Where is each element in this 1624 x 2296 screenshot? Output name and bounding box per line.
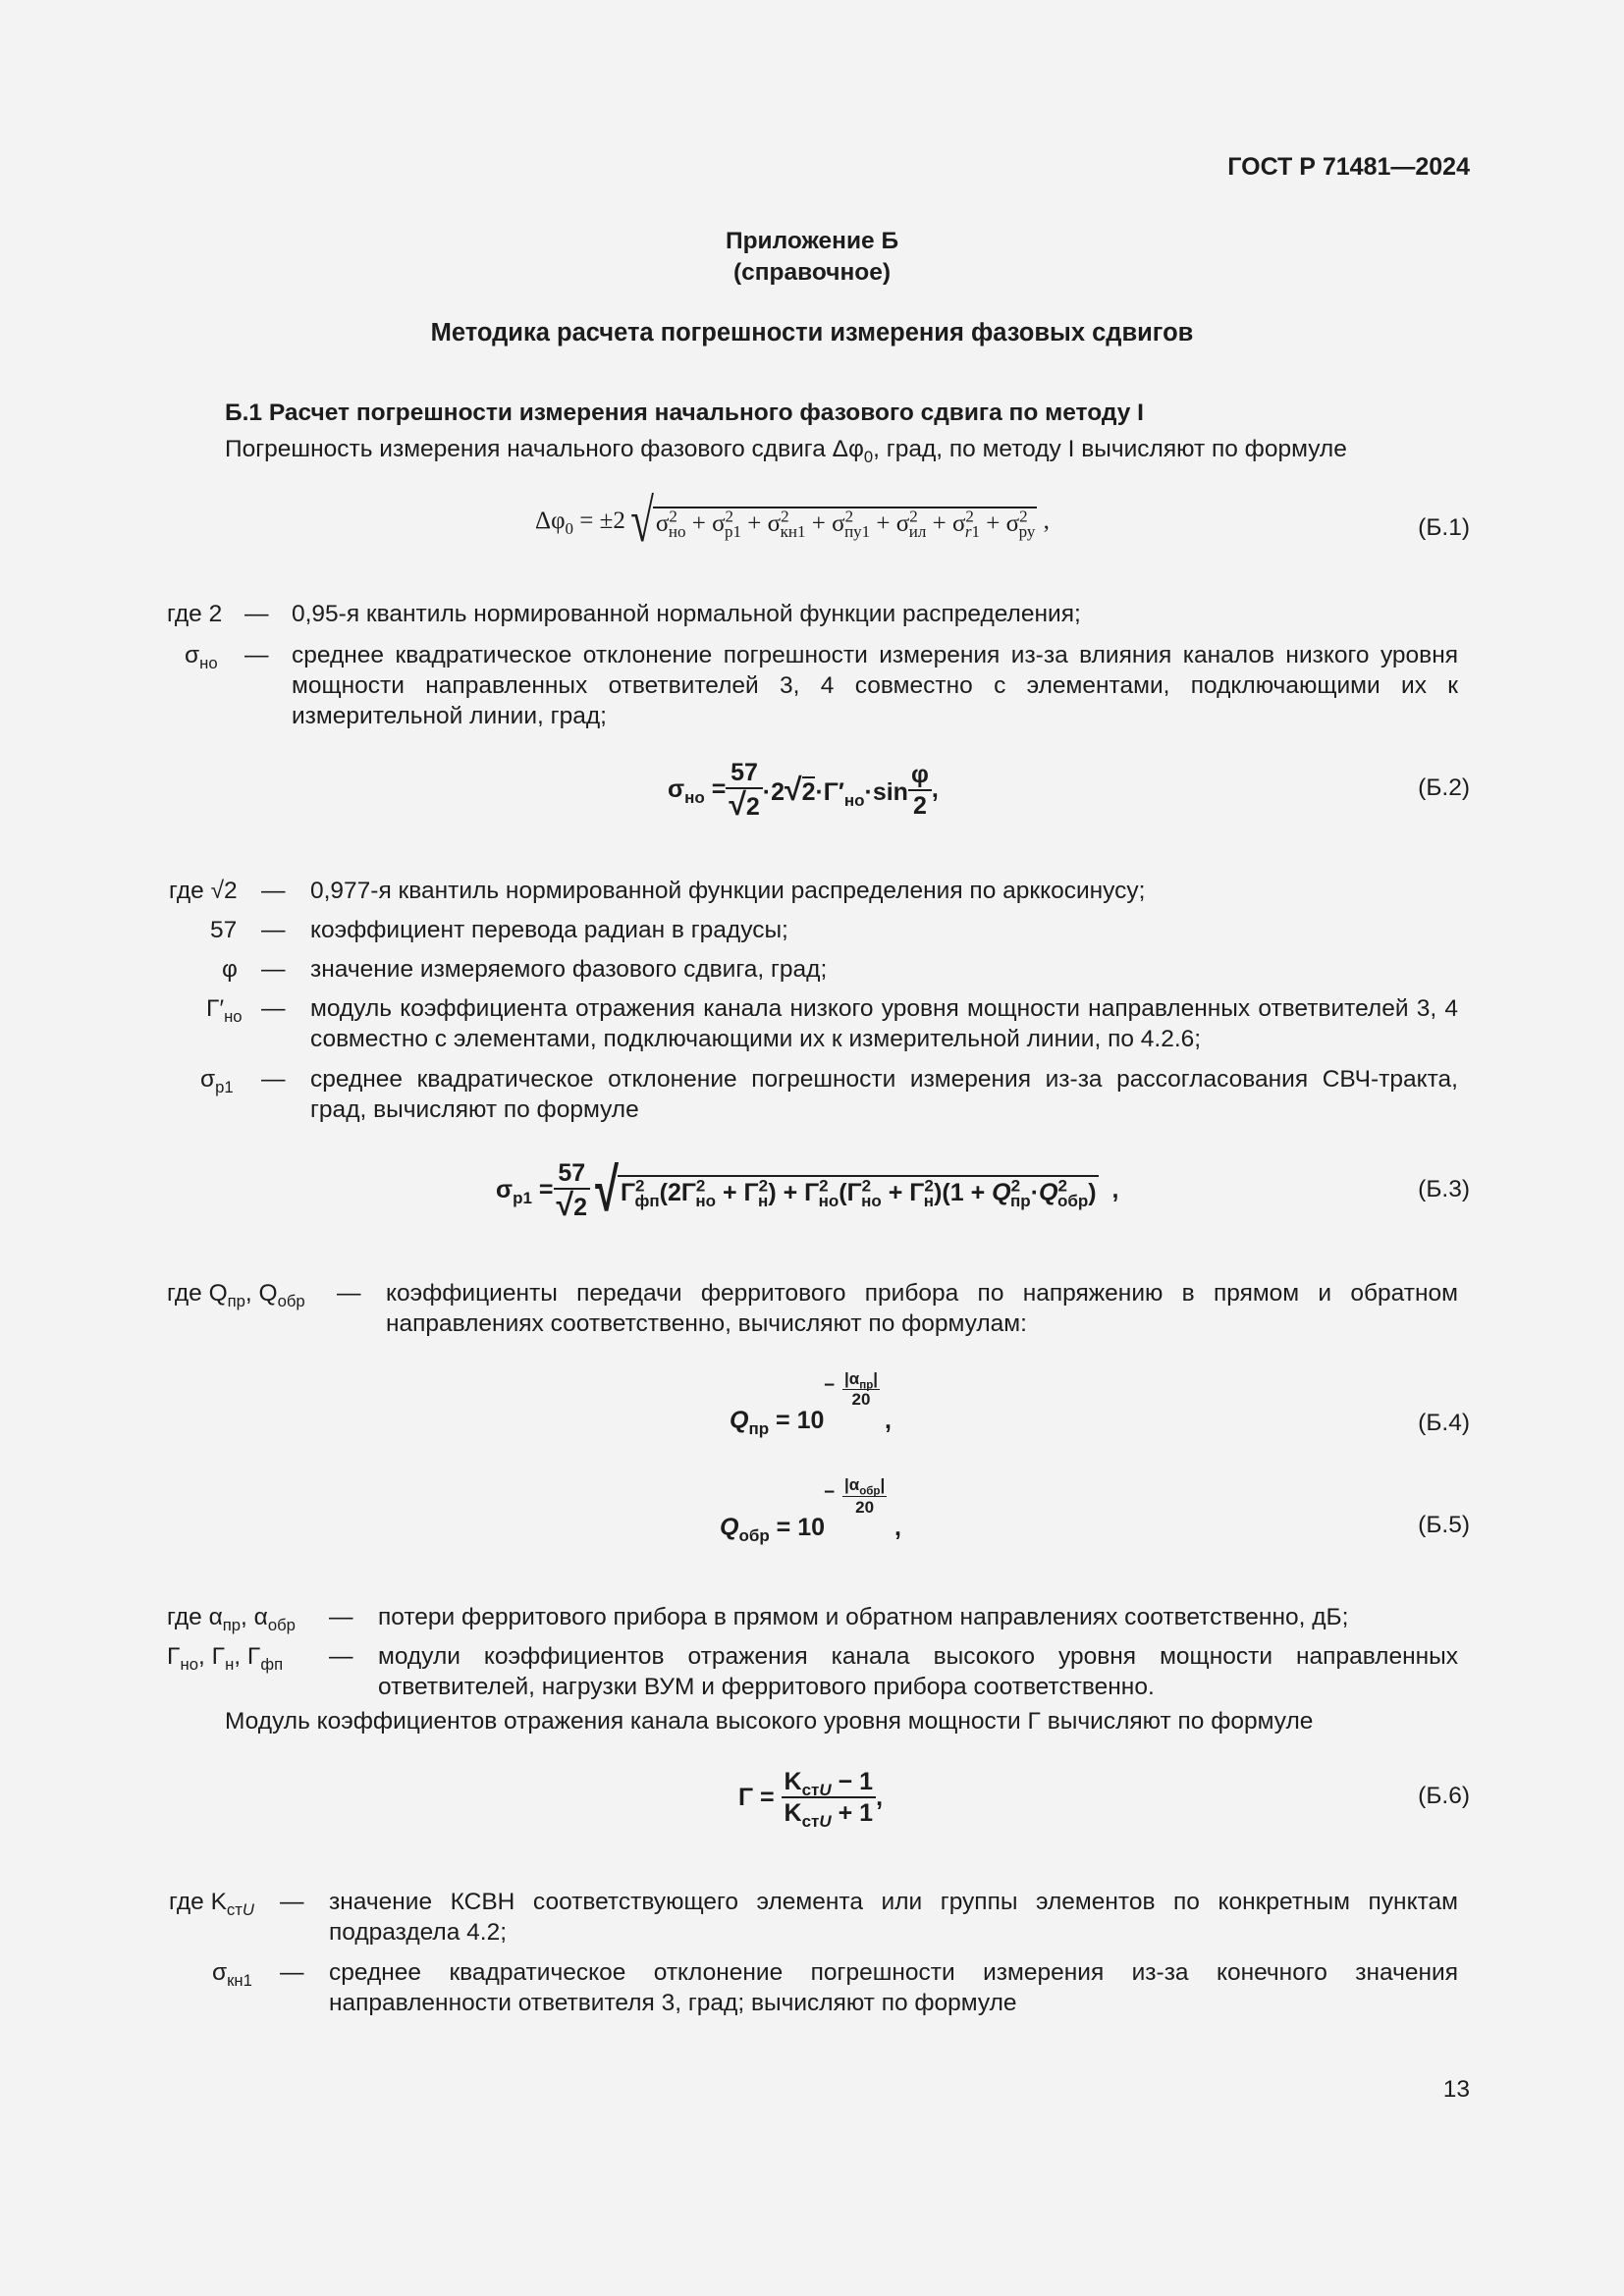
def-text: коэффициенты передачи ферритового прибора по напряжению в прямом и обратном направлениях соответственно, вычисляют по формулам: — [386, 1280, 1458, 1337]
def-term: 57 — [210, 917, 238, 943]
formula-b1: $\Delta\varphi_0 = \pm 2$ √ $\sigma^2_{но} + \sigma^2_{р1} + \sigma^2_{кн1} + \sigma^2_{пу1} + \sigma^2_{ил} + \sigma^2_{r1} + \sigma^2_{ру}$ , — [535, 488, 1050, 555]
page-number: 13 — [1442, 2076, 1470, 2103]
def-term: где √2 — [169, 878, 238, 904]
def-dash: — — [280, 1959, 304, 1986]
def-text: потери ферритового прибора в прямом и обратном направлениях соответственно, дБ; — [378, 1604, 1349, 1630]
intro-paragraph: Погрешность измерения начального фазового сдвига $\Delta\varphi_0$, град, по методу I вычисляют по формуле — [225, 436, 1347, 466]
paragraph-gamma: Модуль коэффициентов отражения канала высокого уровня мощности Γ вычисляют по формуле — [225, 1708, 1314, 1735]
def-dash: — — [244, 601, 269, 627]
def-text: среднее квадратическое отклонение погрешности измерения из-за влияния каналов низкого уровня мощности направленных ответвителей 3, 4 совместно с элементами, подключающими их к измерительной линии, град; — [292, 642, 1458, 729]
def-dash: — — [329, 1604, 353, 1630]
def-term: где 2 — [167, 601, 223, 627]
def-dash: — — [261, 995, 286, 1022]
standard-header: ГОСТ Р 71481—2024 — [1227, 153, 1470, 181]
equation-number-b3: (Б.3) — [1418, 1176, 1470, 1202]
equation-number-b4: (Б.4) — [1418, 1410, 1470, 1436]
formula-b6: Γ = $\frac{K_{стU} - 1}{K_{стU} + 1}$ , — [738, 1768, 884, 1831]
def-text: коэффициент перевода радиан в градусы; — [310, 917, 788, 943]
def-dash: — — [337, 1280, 361, 1307]
formula-b3: $\sigma_{р1}$ = $\frac{57}{√2}$ √ $\Gamma^2_{фп}(2\Gamma^2_{но} + \Gamma^2_н) + \Gamma^2_{но}(\Gamma^2_{но} + \Gamma^2_н)(1 + Q^2_{пр}\cdot Q^2_{обр})$ , — [496, 1155, 1119, 1224]
section-title: Методика расчета погрешности измерения фазовых сдвигов — [430, 319, 1194, 347]
def-dash: — — [329, 1643, 353, 1670]
def-text: 0,95-я квантиль нормированной нормальной функции распределения; — [292, 601, 1081, 627]
document-page: ГОСТ Р 71481—2024 Приложение Б (справочное) Методика расчета погрешности измерения фазовых сдвигов Б.1 Расчет погрешности измерения начального фазового сдвига по методу I Погрешность измерения начального фазового сдвига $\Delta\varphi_0$, град, по методу I вычисляют по формуле $\Delta\varphi_0 = \pm 2$ √ $\sigma^2_{но} + \sigma^2_{р1} + \sigma^2_{кн1} + \sigma^2_{пу1} + \sigma^2_{ил} + \sigma^2_{r1} + \sigma^2_{ру}$ , (Б.1) где 2 — 0,95-я квантиль нормированной нормальной функции распределения; $\sigma_{но}$ — среднее квадратическое отклонение погрешности измерения из-за влияния каналов низкого уровня мощности направленных ответвителей 3, 4 совместно с элементами, подключающими их к измерительной линии, град; $\sigma_{но}$ = $\frac{57}{√2}$ $\cdot 2√2\cdot\Gamma'_{но}\cdot\sin$ $\frac{\varphi}{2}$ , (Б.2) где √2 — 0,977-я квантиль нормированной функции распределения по арккосинусу; 57 — коэффициент перевода радиан в градусы; φ — значение измеряемого фазового сдвига, град; $\Gamma'_{но}$ — модуль коэффициента отражения канала низкого уровня мощности направленных ответвителей 3, 4 совместно с элементами, подключающими их к измерительной линии, по 4.2.6; $\sigma_{р1}$ — среднее квадратическое отклонение погрешности измерения из-за рассогласования СВЧ-тракта, град, вычисляют по формуле $\sigma_{р1}$ = $\frac{57}{√2}$ √ $\Gamma^2_{фп}(2\Gamma^2_{но} + \Gamma^2_н) + \Gamma^2_{но}(\Gamma^2_{но} + \Gamma^2_н)(1 + Q^2_{пр}\cdot Q^2_{обр})$ , (Б.3) где $Q_{пр}$, $Q_{обр}$ — коэффициенты передачи ферритового прибора по напряжению в прямом и обратном направлениях соответственно, вычисляют по формулам: $Q_{пр} = 10$ − $|\alpha_{пр}|$ 20 , (Б.4) $Q_{обр} = 10$ − $|\alpha_{обр}|$ 20 , (Б.5) где $\alpha_{пр}$, $\alpha_{обр}$ — потери ферритового прибора в прямом и обратном направлениях соответственно, дБ; $\Gamma_{но}$, $\Gamma_н$, $\Gamma_{фп}$ — модули коэффициентов отражения канала высокого уровня мощности направленных ответвителей, нагрузки ВУМ и ферритового прибора соответственно. Модуль коэффициентов отражения канала высокого уровня мощности Γ вычисляют по формуле Γ = $\frac{K_{стU} - 1}{K_{стU} + 1}$ , (Б.6) где $K_{стU}$ — значение КСВН соответствующего элемента или группы элементов по конкретным пунктам подраздела 4.2; $\sigma_{кн1}$ — среднее квадратическое отклонение погрешности измерения из-за конечного значения направленности ответвителя 3, град; вычисляют по формуле 13 — [0, 0, 1624, 2296]
def-dash: — — [261, 917, 286, 943]
def-text: среднее квадратическое отклонение погрешности измерения из-за конечного значения направленности ответвителя 3, град; вычисляют по формуле — [329, 1959, 1458, 2016]
def-term: $\sigma_{р1}$ — [200, 1066, 234, 1096]
def-term: $\sigma_{кн1}$ — [212, 1959, 252, 1990]
def-text: модуль коэффициента отражения канала низкого уровня мощности направленных ответвителей 3, 4 совместно с элементами, подключающими их к измерительной линии, по 4.2.6; — [310, 995, 1458, 1052]
def-term: $\Gamma'_{но}$ — [206, 995, 243, 1026]
equation-number-b5: (Б.5) — [1418, 1512, 1470, 1538]
def-dash: — — [244, 642, 269, 668]
def-dash: — — [261, 956, 286, 983]
def-term: где $Q_{пр}$, $Q_{обр}$ — [167, 1280, 305, 1310]
def-dash: — — [280, 1889, 304, 1915]
appendix-title: Приложение Б — [725, 228, 899, 254]
equation-number-b1: (Б.1) — [1418, 514, 1470, 541]
def-text: значение КСВН соответствующего элемента или группы элементов по конкретным пунктам подраздела 4.2; — [329, 1889, 1458, 1946]
def-text: значение измеряемого фазового сдвига, град; — [310, 956, 828, 983]
def-term: где $\alpha_{пр}$, $\alpha_{обр}$ — [167, 1604, 296, 1634]
subsection-title: Б.1 Расчет погрешности измерения начального фазового сдвига по методу I — [225, 400, 1144, 426]
def-text: модули коэффициентов отражения канала высокого уровня мощности направленных ответвителей, нагрузки ВУМ и ферритового прибора соответственно. — [378, 1643, 1458, 1700]
def-dash: — — [261, 1066, 286, 1093]
appendix-kind: (справочное) — [732, 259, 892, 286]
def-term: $\sigma_{но}$ — [185, 642, 218, 672]
equation-number-b6: (Б.6) — [1418, 1783, 1470, 1809]
def-term: $\Gamma_{но}$, $\Gamma_н$, $\Gamma_{фп}$ — [167, 1643, 284, 1674]
def-text: среднее квадратическое отклонение погрешности измерения из-за рассогласования СВЧ-тракта, град, вычисляют по формуле — [310, 1066, 1458, 1123]
def-text: 0,977-я квантиль нормированной функции распределения по арккосинусу; — [310, 878, 1146, 904]
def-dash: — — [261, 878, 286, 904]
formula-b2: $\sigma_{но}$ = $\frac{57}{√2}$ $\cdot 2√2\cdot\Gamma'_{но}\cdot\sin$ $\frac{\varphi}{2}$ , — [668, 759, 939, 822]
def-term: φ — [222, 956, 238, 983]
def-term: где $K_{стU}$ — [169, 1889, 254, 1919]
equation-number-b2: (Б.2) — [1418, 774, 1470, 801]
